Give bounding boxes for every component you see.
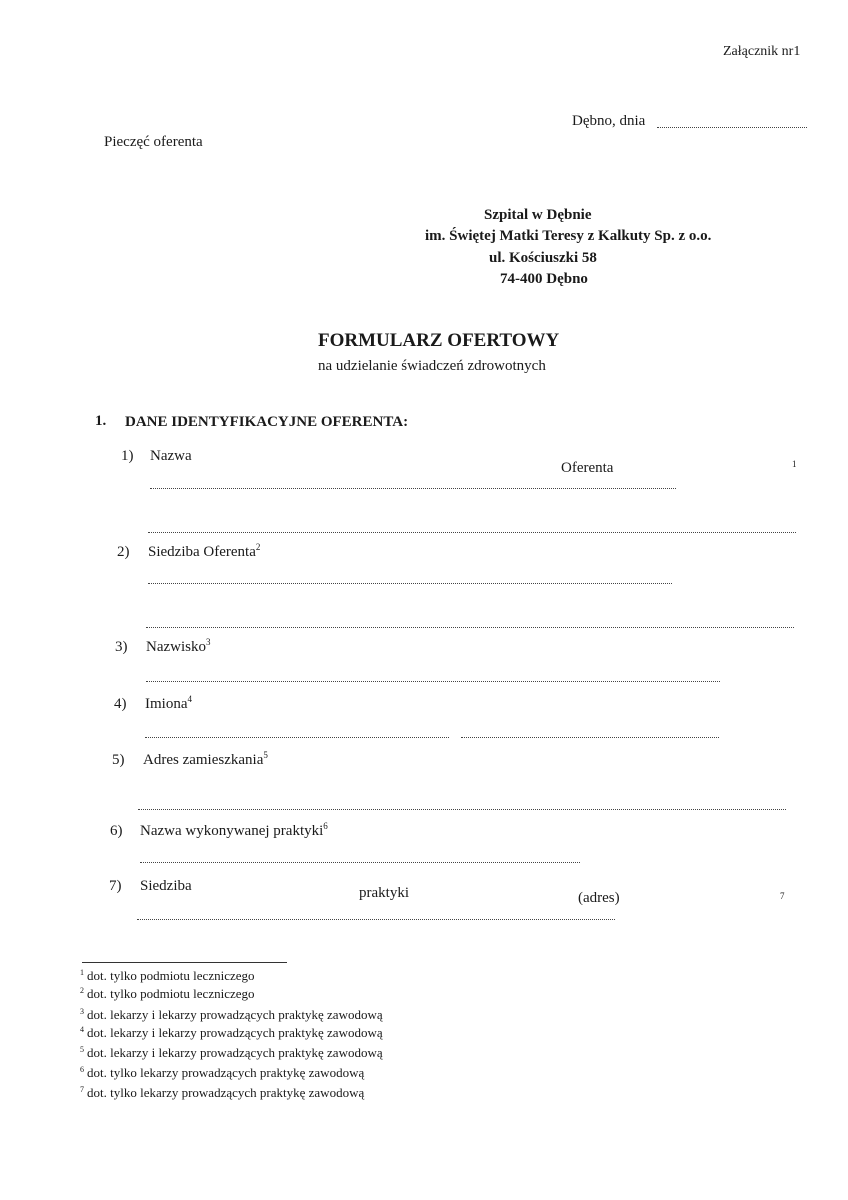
footnote-item: $^7$ dot. tylko lekarzy prowadzących praktykę zawodową bbox=[80, 1084, 365, 1100]
footnote-item: $^4$ dot. lekarzy i lekarzy prowadzących praktykę zawodową bbox=[80, 1024, 383, 1040]
field-siedziba-line-1[interactable] bbox=[148, 583, 672, 584]
recipient-line-1: Szpital w Dębnie bbox=[484, 207, 592, 223]
footnote-item: $^3$ dot. lekarzy i lekarzy prowadzących praktykę zawodową bbox=[80, 1006, 383, 1022]
date-field[interactable] bbox=[657, 127, 807, 128]
footnote-separator bbox=[82, 962, 287, 963]
field-adres-line[interactable] bbox=[138, 809, 786, 810]
field-nazwa-line-2[interactable] bbox=[148, 532, 796, 533]
recipient-line-2: im. Świętej Matki Teresy z Kalkuty Sp. z o.o. bbox=[425, 228, 712, 244]
footnote-item: $^6$ dot. tylko lekarzy prowadzących praktykę zawodową bbox=[80, 1064, 365, 1080]
section-heading: DANE IDENTYFIKACYJNE OFERENTA: bbox=[125, 414, 409, 430]
field-label-oferenta: Oferenta bbox=[561, 460, 614, 476]
field-label-nazwisko: Nazwisko$^3$ bbox=[146, 637, 211, 655]
field-number: 7) bbox=[109, 878, 122, 894]
field-label-nazwa: Nazwa bbox=[150, 448, 192, 464]
field-number: 2) bbox=[117, 544, 130, 560]
form-subtitle: na udzielanie świadczeń zdrowotnych bbox=[318, 358, 546, 374]
form-title: FORMULARZ OFERTOWY bbox=[318, 330, 560, 351]
field-imiona-line-1[interactable] bbox=[145, 737, 449, 738]
recipient-line-3: ul. Kościuszki 58 bbox=[489, 250, 597, 266]
field-nazwa-praktyki-line[interactable] bbox=[140, 862, 580, 863]
field-imiona-line-2[interactable] bbox=[461, 737, 719, 738]
field-nazwa-line-1[interactable] bbox=[150, 488, 676, 489]
stamp-label: Pieczęć oferenta bbox=[104, 134, 203, 150]
field-number: 3) bbox=[115, 639, 128, 655]
field-label-nazwa-praktyki: Nazwa wykonywanej praktyki$^6$ bbox=[140, 821, 328, 839]
field-number: 6) bbox=[110, 823, 123, 839]
field-number: 4) bbox=[114, 696, 127, 712]
footnote-item: $^1$ dot. tylko podmiotu leczniczego bbox=[80, 967, 255, 983]
field-number: 1) bbox=[121, 448, 134, 464]
footnote-item: $^2$ dot. tylko podmiotu leczniczego bbox=[80, 985, 255, 1001]
footnote-item: $^5$ dot. lekarzy i lekarzy prowadzących praktykę zawodową bbox=[80, 1044, 383, 1060]
field-label-adres: (adres) bbox=[578, 890, 620, 906]
attachment-label: Załącznik nr1 bbox=[723, 44, 801, 59]
field-label-praktyki: praktyki bbox=[359, 885, 409, 901]
field-label-siedziba: Siedziba bbox=[140, 878, 192, 894]
field-label-adres-zamieszkania: Adres zamieszkania$^5$ bbox=[143, 750, 268, 768]
field-siedziba-praktyki-line[interactable] bbox=[137, 919, 615, 920]
field-label-siedziba-oferenta: Siedziba Oferenta$^2$ bbox=[148, 542, 261, 560]
field-number: 5) bbox=[112, 752, 125, 768]
field-label-imiona: Imiona$^4$ bbox=[145, 694, 192, 712]
field-siedziba-line-2[interactable] bbox=[146, 627, 794, 628]
place-date-label: Dębno, dnia bbox=[572, 113, 646, 129]
section-number: 1. bbox=[95, 413, 107, 429]
field-nazwisko-line[interactable] bbox=[146, 681, 720, 682]
recipient-line-4: 74-400 Dębno bbox=[500, 271, 588, 287]
footnote-list bbox=[80, 967, 383, 1102]
